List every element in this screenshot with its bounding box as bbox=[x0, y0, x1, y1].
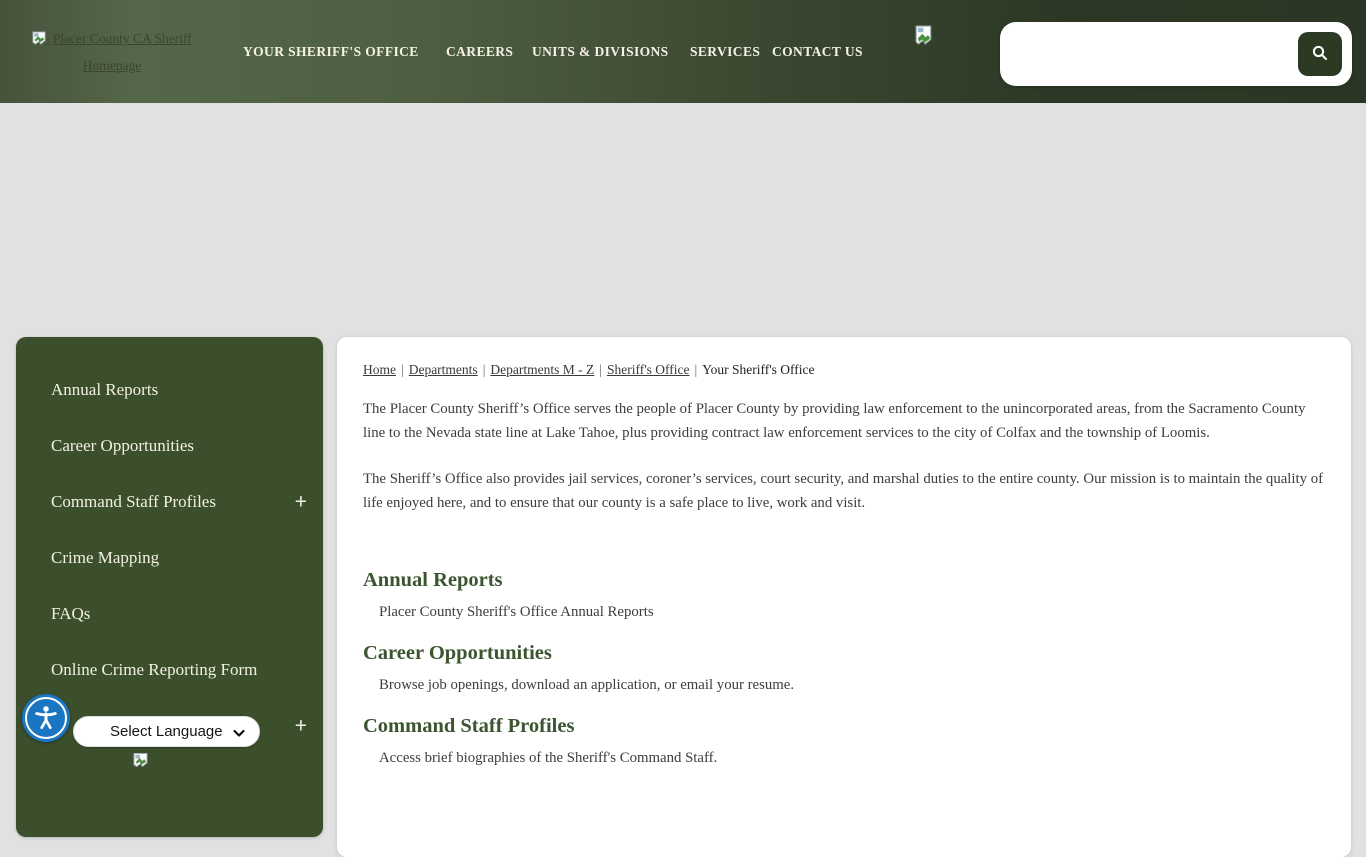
google-translate-select[interactable] bbox=[73, 716, 260, 747]
site-header bbox=[0, 0, 1366, 103]
breadcrumb-separator: | bbox=[482, 362, 486, 377]
sidebar-item-annual-reports[interactable] bbox=[16, 362, 323, 418]
breadcrumb-sheriffs-office[interactable]: Sheriff's Office bbox=[606, 362, 690, 377]
breadcrumb-departments-m-z[interactable]: Departments M - Z bbox=[490, 362, 595, 377]
intro-paragraph-1: The Placer County Sheriff’s Office serves the people of Placer County by providing law enforcement to the unincorporated areas, from the Sacramento County line to the Nevada state line at Lake Tahoe, plus providing contract law enforcement services to the city of Colfax and the township of Loomis. bbox=[363, 401, 1306, 441]
sidebar-item-faqs[interactable] bbox=[16, 586, 323, 642]
nav-services[interactable]: SERVICES bbox=[690, 43, 761, 59]
content-card bbox=[337, 337, 1351, 857]
sidebar-item-label: Command Staff Profiles bbox=[51, 492, 216, 511]
breadcrumb-departments[interactable]: Departments bbox=[408, 362, 478, 377]
sidebar-item-label: Online Crime Reporting Form bbox=[51, 660, 258, 679]
sidebar-item-label: Crime Mapping bbox=[51, 548, 160, 567]
sidebar-item-crime-mapping[interactable] bbox=[16, 530, 323, 586]
chevron-down-icon bbox=[232, 726, 246, 743]
breadcrumb-current: Your Sheriff's Office bbox=[702, 362, 815, 377]
broken-image-icon bbox=[133, 752, 148, 773]
language-select-value: Select Language bbox=[110, 723, 223, 740]
search-input[interactable] bbox=[1000, 22, 1290, 86]
search-button[interactable] bbox=[1298, 32, 1342, 76]
sidebar-item-command-staff-profiles[interactable] bbox=[16, 474, 323, 530]
sidebar-item-label: Annual Reports bbox=[51, 380, 159, 399]
nav-contact-us[interactable]: CONTACT US bbox=[772, 43, 863, 59]
breadcrumb-separator: | bbox=[694, 362, 698, 377]
breadcrumb-separator: | bbox=[599, 362, 602, 377]
homepage-logo-link[interactable] bbox=[16, 26, 208, 78]
nav-units-divisions[interactable]: UNITS & DIVISIONS bbox=[532, 43, 669, 59]
section-heading-annual-reports[interactable]: Annual Reports bbox=[363, 569, 503, 591]
expand-plus-icon[interactable]: + bbox=[294, 714, 307, 738]
sidebar-item-online-crime-reporting-form[interactable] bbox=[16, 642, 323, 698]
section-sub-career-opportunities: Browse job openings, download an application, or email your resume. bbox=[379, 677, 795, 693]
breadcrumb-home[interactable]: Home bbox=[363, 362, 396, 377]
sidebar-menu bbox=[16, 337, 323, 837]
intro-paragraph-2: The Sheriff’s Office also provides jail services, coroner’s services, court security, and marshal duties to the entire county. Our mission is to maintain the quality of life enjoyed here, and to ensure that our county is a safe place to live, work and visit. bbox=[363, 471, 1324, 511]
sidebar-item-career-opportunities[interactable] bbox=[16, 418, 323, 474]
section-heading-command-staff-profiles[interactable]: Command Staff Profiles bbox=[363, 715, 575, 737]
broken-image-icon bbox=[32, 33, 49, 48]
search-icon bbox=[1311, 44, 1329, 65]
accessibility-icon bbox=[31, 702, 61, 735]
search-box bbox=[1000, 22, 1352, 86]
section-heading-career-opportunities[interactable]: Career Opportunities bbox=[363, 642, 552, 664]
logo-text: Placer County CA Sheriff Homepage bbox=[52, 31, 192, 73]
expand-plus-icon[interactable]: + bbox=[294, 490, 307, 514]
section-sub-command-staff-profiles: Access brief biographies of the Sheriff's Command Staff. bbox=[379, 750, 718, 766]
sidebar-item-label: Career Opportunities bbox=[51, 436, 195, 455]
nav-your-sheriffs-office[interactable]: YOUR SHERIFF'S OFFICE bbox=[243, 43, 419, 59]
breadcrumb-separator: | bbox=[401, 362, 404, 377]
sidebar-item-label: FAQs bbox=[51, 604, 91, 623]
accessibility-button[interactable] bbox=[22, 694, 70, 742]
broken-image-icon bbox=[915, 24, 933, 51]
breadcrumb bbox=[337, 337, 1351, 378]
section-sub-annual-reports: Placer County Sheriff's Office Annual Reports bbox=[379, 604, 654, 620]
nav-careers[interactable]: CAREERS bbox=[446, 43, 514, 59]
